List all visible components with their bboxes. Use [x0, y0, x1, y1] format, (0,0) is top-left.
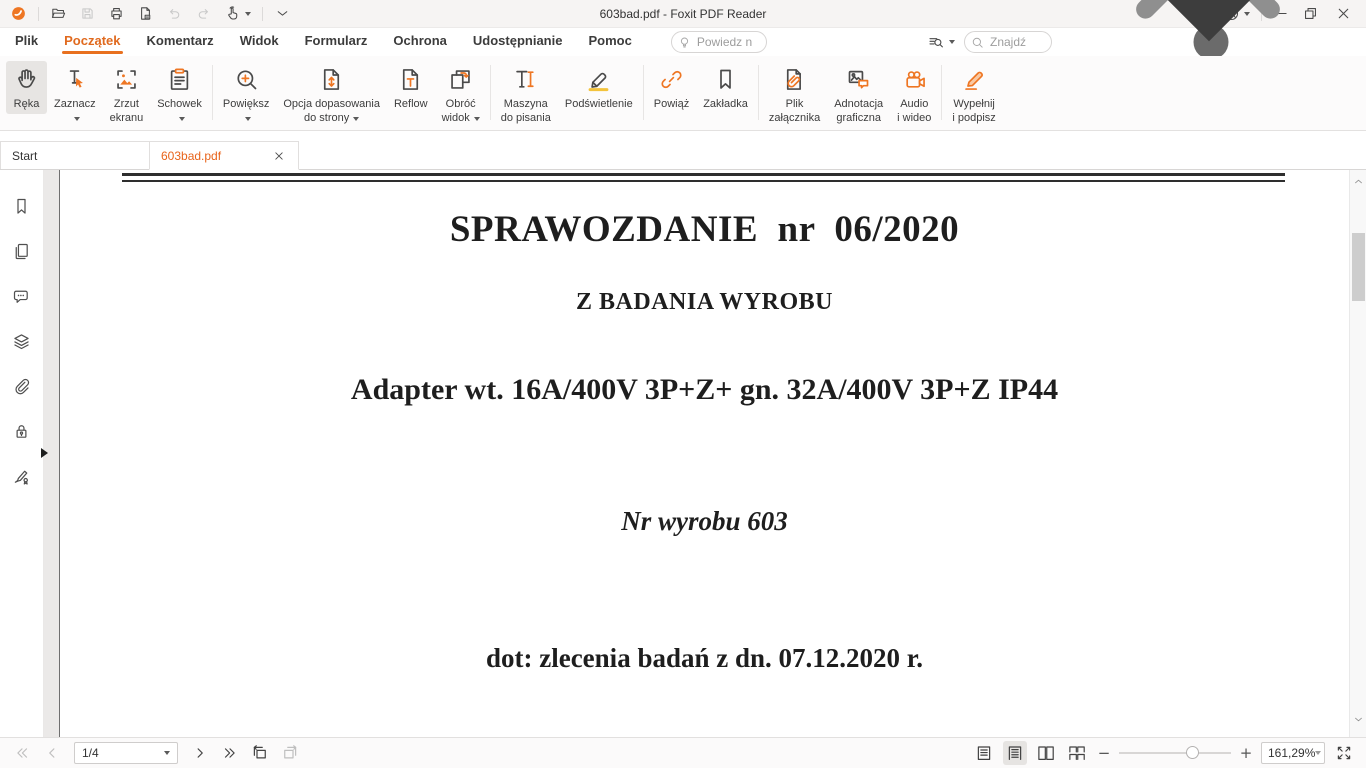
dropdown-caret-icon: [74, 117, 80, 121]
menu-items: [2, 28, 645, 56]
search-icon: [970, 35, 985, 50]
document-text-line: Nr wyrobu 603: [621, 506, 788, 536]
zoom-level-value: 161,29%: [1268, 746, 1316, 760]
select-text-icon: [61, 66, 88, 93]
ribbon-button-label: Powiększ: [223, 97, 269, 126]
save-button[interactable]: [73, 1, 102, 27]
ribbon-pods-wietlenie-button[interactable]: [558, 61, 640, 114]
ribbon-wypelnij-i-podpisz-button[interactable]: [945, 61, 1002, 129]
scroll-up-button[interactable]: [1351, 174, 1366, 189]
page-number-box[interactable]: [74, 742, 178, 764]
single-page-view-button[interactable]: [972, 741, 996, 765]
prev-page-icon: [43, 744, 61, 762]
find-placeholder: Znajdź: [990, 35, 1027, 49]
dropdown-caret-icon: [245, 117, 251, 121]
next-page-icon: [191, 744, 209, 762]
ribbon-button-label: Plik załącznika: [768, 98, 821, 125]
scroll-up-icon: [1352, 175, 1365, 188]
main-area: [0, 170, 1366, 737]
save-icon: [79, 5, 96, 22]
ribbon-group: [647, 61, 755, 114]
dropdown-caret-icon: [245, 12, 251, 16]
bookmark-nav-icon: [11, 196, 32, 217]
print-icon: [108, 5, 125, 22]
ribbon-schowek-button[interactable]: [150, 61, 209, 129]
document-text-line: SPRAWOZDANIE nr 06/2020: [449, 209, 960, 250]
quick-access-toolbar: [4, 0, 297, 27]
security-panel-button[interactable]: [5, 412, 39, 450]
redo-button[interactable]: [189, 1, 218, 27]
separator: [38, 7, 39, 21]
tell-me-icon: [677, 35, 692, 50]
layout-single-icon: [975, 744, 993, 762]
touch-mode-icon: [224, 5, 241, 22]
zoom-in-button[interactable]: +: [1239, 743, 1253, 762]
audio-video-icon: [901, 66, 928, 93]
link-icon: [658, 66, 685, 93]
ribbon-group: [494, 61, 640, 129]
ribbon-button-label: Adnotacja graficzna: [834, 98, 884, 125]
ribbon-button-label: Zrzut ekranu: [109, 98, 144, 125]
magnify-zoom-icon: [233, 66, 260, 93]
fullscreen-icon: [1335, 744, 1353, 762]
customize-toolbar-icon: [274, 5, 291, 22]
ribbon-button-label: Schowek: [157, 97, 202, 126]
group-separator: [758, 65, 759, 120]
separator: [262, 7, 263, 21]
ribbon-button-label: Powiąż: [653, 98, 690, 110]
continuous-facing-view-button[interactable]: [1065, 741, 1089, 765]
scroll-down-icon: [1352, 713, 1365, 726]
navigation-sidebar: [0, 170, 44, 737]
ribbon-obro-c-widok-button[interactable]: [435, 61, 487, 129]
menu-item-udoste-pnianie[interactable]: Udostępnianie: [472, 33, 563, 48]
ribbon-plik-zala-cznika-button[interactable]: [762, 61, 827, 129]
tell-me-search[interactable]: [671, 31, 767, 53]
tab-603bad-pdf[interactable]: [149, 141, 299, 170]
comments-panel-button[interactable]: [5, 277, 39, 315]
scrollbar-thumb[interactable]: [1352, 233, 1365, 301]
menu-item-formularz[interactable]: Formularz: [304, 33, 368, 48]
layout-quad-icon: [1068, 744, 1086, 762]
redo-icon: [195, 5, 212, 22]
zoom-level-box[interactable]: [1261, 742, 1325, 764]
page-setup-icon: [137, 5, 154, 22]
first-page-button[interactable]: [10, 741, 34, 765]
tab-list-button[interactable]: [1059, 0, 1359, 160]
ribbon-button-label: Obróć widok: [442, 97, 480, 126]
page-navigation: [10, 741, 302, 765]
group-separator: [941, 65, 942, 120]
tab-label: 603bad.pdf: [161, 148, 222, 163]
window-title: 603bad.pdf - Foxit PDF Reader: [599, 6, 767, 21]
document-tab-bar: [0, 131, 1366, 170]
ribbon-button-label: Zakładka: [703, 98, 748, 110]
ribbon-group: [945, 61, 1002, 129]
dropdown-caret-icon: [1315, 751, 1321, 755]
zoom-slider-thumb[interactable]: [1186, 746, 1199, 759]
first-page-icon: [13, 744, 31, 762]
last-page-button[interactable]: [218, 741, 242, 765]
ribbon-group: [6, 61, 209, 129]
touch-mode-button[interactable]: [218, 1, 257, 27]
tab-label: Start: [12, 148, 38, 163]
bookmark-icon: [712, 66, 739, 93]
document-text-line: Z BADANIA WYROBU: [576, 289, 833, 315]
ribbon-button-label: Reflow: [393, 98, 428, 110]
undo-icon: [166, 5, 183, 22]
open-file-button[interactable]: [44, 1, 73, 27]
find-field[interactable]: [964, 31, 1052, 53]
menu-item-plik[interactable]: Plik: [15, 33, 39, 48]
pages-panel-button[interactable]: [5, 232, 39, 270]
document-text-line: dot: zlecenia badań z dn. 07.12.2020 r.: [485, 643, 924, 673]
layout-continuous-icon: [1006, 744, 1024, 762]
menu-item-pocza-tek[interactable]: Początek: [51, 28, 133, 56]
next-view-button[interactable]: [278, 741, 302, 765]
print-button[interactable]: [102, 1, 131, 27]
highlight-icon: [585, 66, 612, 93]
ribbon-button-label: Wypełnij i podpisz: [952, 98, 996, 125]
facing-view-button[interactable]: [1034, 741, 1058, 765]
undo-button[interactable]: [160, 1, 189, 27]
tell-me-placeholder: Powiedz n: [696, 35, 753, 49]
group-separator: [212, 65, 213, 120]
ribbon-zrzut-ekranu-button[interactable]: [103, 61, 151, 129]
lock-icon: [11, 421, 32, 442]
pages-icon: [11, 241, 32, 262]
previous-view-button[interactable]: [248, 741, 272, 765]
paperclip-icon: [11, 376, 32, 397]
ribbon-powia-z-button[interactable]: [647, 61, 696, 114]
scroll-down-button[interactable]: [1351, 712, 1366, 727]
ribbon-audio-i-wideo-button[interactable]: [890, 61, 938, 129]
customize-quick-toolbar-button[interactable]: [268, 1, 297, 27]
ribbon-adnotacja-graficzna-button[interactable]: [827, 61, 890, 129]
clipboard-icon: [166, 66, 193, 93]
ribbon-zakladka-button[interactable]: [696, 61, 755, 114]
status-bar: [0, 737, 1366, 768]
tab-list-icon: [1059, 0, 1359, 160]
next-view-icon: [281, 744, 299, 762]
expand-panel-icon: [41, 448, 48, 458]
ribbon-opcja-dopasowania-do-strony-button[interactable]: [276, 61, 387, 129]
foxit-logo-icon: [10, 5, 27, 22]
fit-page-icon: [318, 66, 345, 93]
attach-file-icon: [781, 66, 808, 93]
menu-item-pomoc[interactable]: Pomoc: [588, 33, 632, 48]
ribbon-button-label: Podświetlenie: [564, 98, 633, 110]
zoom-slider[interactable]: [1119, 746, 1231, 760]
fill-sign-icon: [961, 66, 988, 93]
layers-panel-button[interactable]: [5, 322, 39, 360]
ribbon-maszyna-do-pisania-button[interactable]: [494, 61, 558, 129]
pdf-page: [59, 170, 1349, 737]
ribbon-button-label: Maszyna do pisania: [500, 98, 551, 125]
signature-icon: [11, 466, 32, 487]
previous-page-button[interactable]: [40, 741, 64, 765]
reflow-icon: [397, 66, 424, 93]
continuous-view-button[interactable]: [1003, 741, 1027, 765]
group-separator: [490, 65, 491, 120]
last-page-icon: [221, 744, 239, 762]
tab-start[interactable]: [0, 141, 150, 169]
view-zoom-controls: [972, 741, 1356, 765]
graphic-annotation-icon: [845, 66, 872, 93]
ribbon-group: [216, 61, 487, 129]
rotate-view-icon: [447, 66, 474, 93]
ribbon-zaznacz-button[interactable]: [47, 61, 103, 129]
ribbon-powie-ksz-button[interactable]: [216, 61, 276, 129]
document-double-rule: [122, 173, 1285, 182]
ribbon-button-label: Ręka: [13, 98, 40, 110]
document-text-line: Adapter wt. 16A/400V 3P+Z+ gn. 32A/400V 3P+Z IP44: [350, 373, 1059, 406]
close-tab-icon: [272, 149, 286, 163]
ribbon-reflow-button[interactable]: [387, 61, 435, 114]
dropdown-caret-icon: [179, 117, 185, 121]
open-folder-icon: [50, 5, 67, 22]
menu-item-widok[interactable]: Widok: [239, 33, 279, 48]
zoom-out-button[interactable]: −: [1097, 743, 1111, 762]
search-options-icon: [927, 33, 945, 51]
prev-view-icon: [251, 744, 269, 762]
expand-panel-button[interactable]: [41, 446, 53, 460]
menu-item-ochrona[interactable]: Ochrona: [393, 33, 447, 48]
app-menu-button[interactable]: [4, 1, 33, 27]
comments-icon: [11, 286, 32, 307]
menu-item-komentarz[interactable]: Komentarz: [146, 33, 214, 48]
dropdown-caret-icon: [353, 117, 359, 121]
ribbon-button-label: Zaznacz: [54, 97, 96, 126]
fullscreen-button[interactable]: [1332, 741, 1356, 765]
group-separator: [643, 65, 644, 120]
dropdown-caret-icon: [164, 751, 170, 755]
zoom-slider-track[interactable]: [1119, 752, 1231, 754]
screenshot-icon: [113, 66, 140, 93]
layout-facing-icon: [1037, 744, 1055, 762]
ribbon-button-label: Opcja dopasowania do strony: [283, 98, 380, 125]
tab-close-button[interactable]: [271, 148, 287, 164]
dropdown-caret-icon: [949, 40, 955, 44]
ribbon-re-ka-button[interactable]: [6, 61, 47, 114]
attachments-panel-button[interactable]: [5, 367, 39, 405]
ribbon-button-label: Audio i wideo: [897, 98, 932, 125]
typewriter-icon: [512, 66, 539, 93]
dropdown-caret-icon: [474, 117, 480, 121]
layers-icon: [11, 331, 32, 352]
next-page-button[interactable]: [188, 741, 212, 765]
page-number-value: 1/4: [82, 746, 99, 760]
page-display-button[interactable]: [131, 1, 160, 27]
ribbon-group: [762, 61, 939, 129]
signatures-panel-button[interactable]: [5, 457, 39, 495]
hand-icon: [13, 66, 40, 93]
search-options-button[interactable]: [927, 33, 955, 51]
bookmarks-panel-button[interactable]: [5, 187, 39, 225]
vertical-scrollbar[interactable]: [1349, 170, 1366, 737]
